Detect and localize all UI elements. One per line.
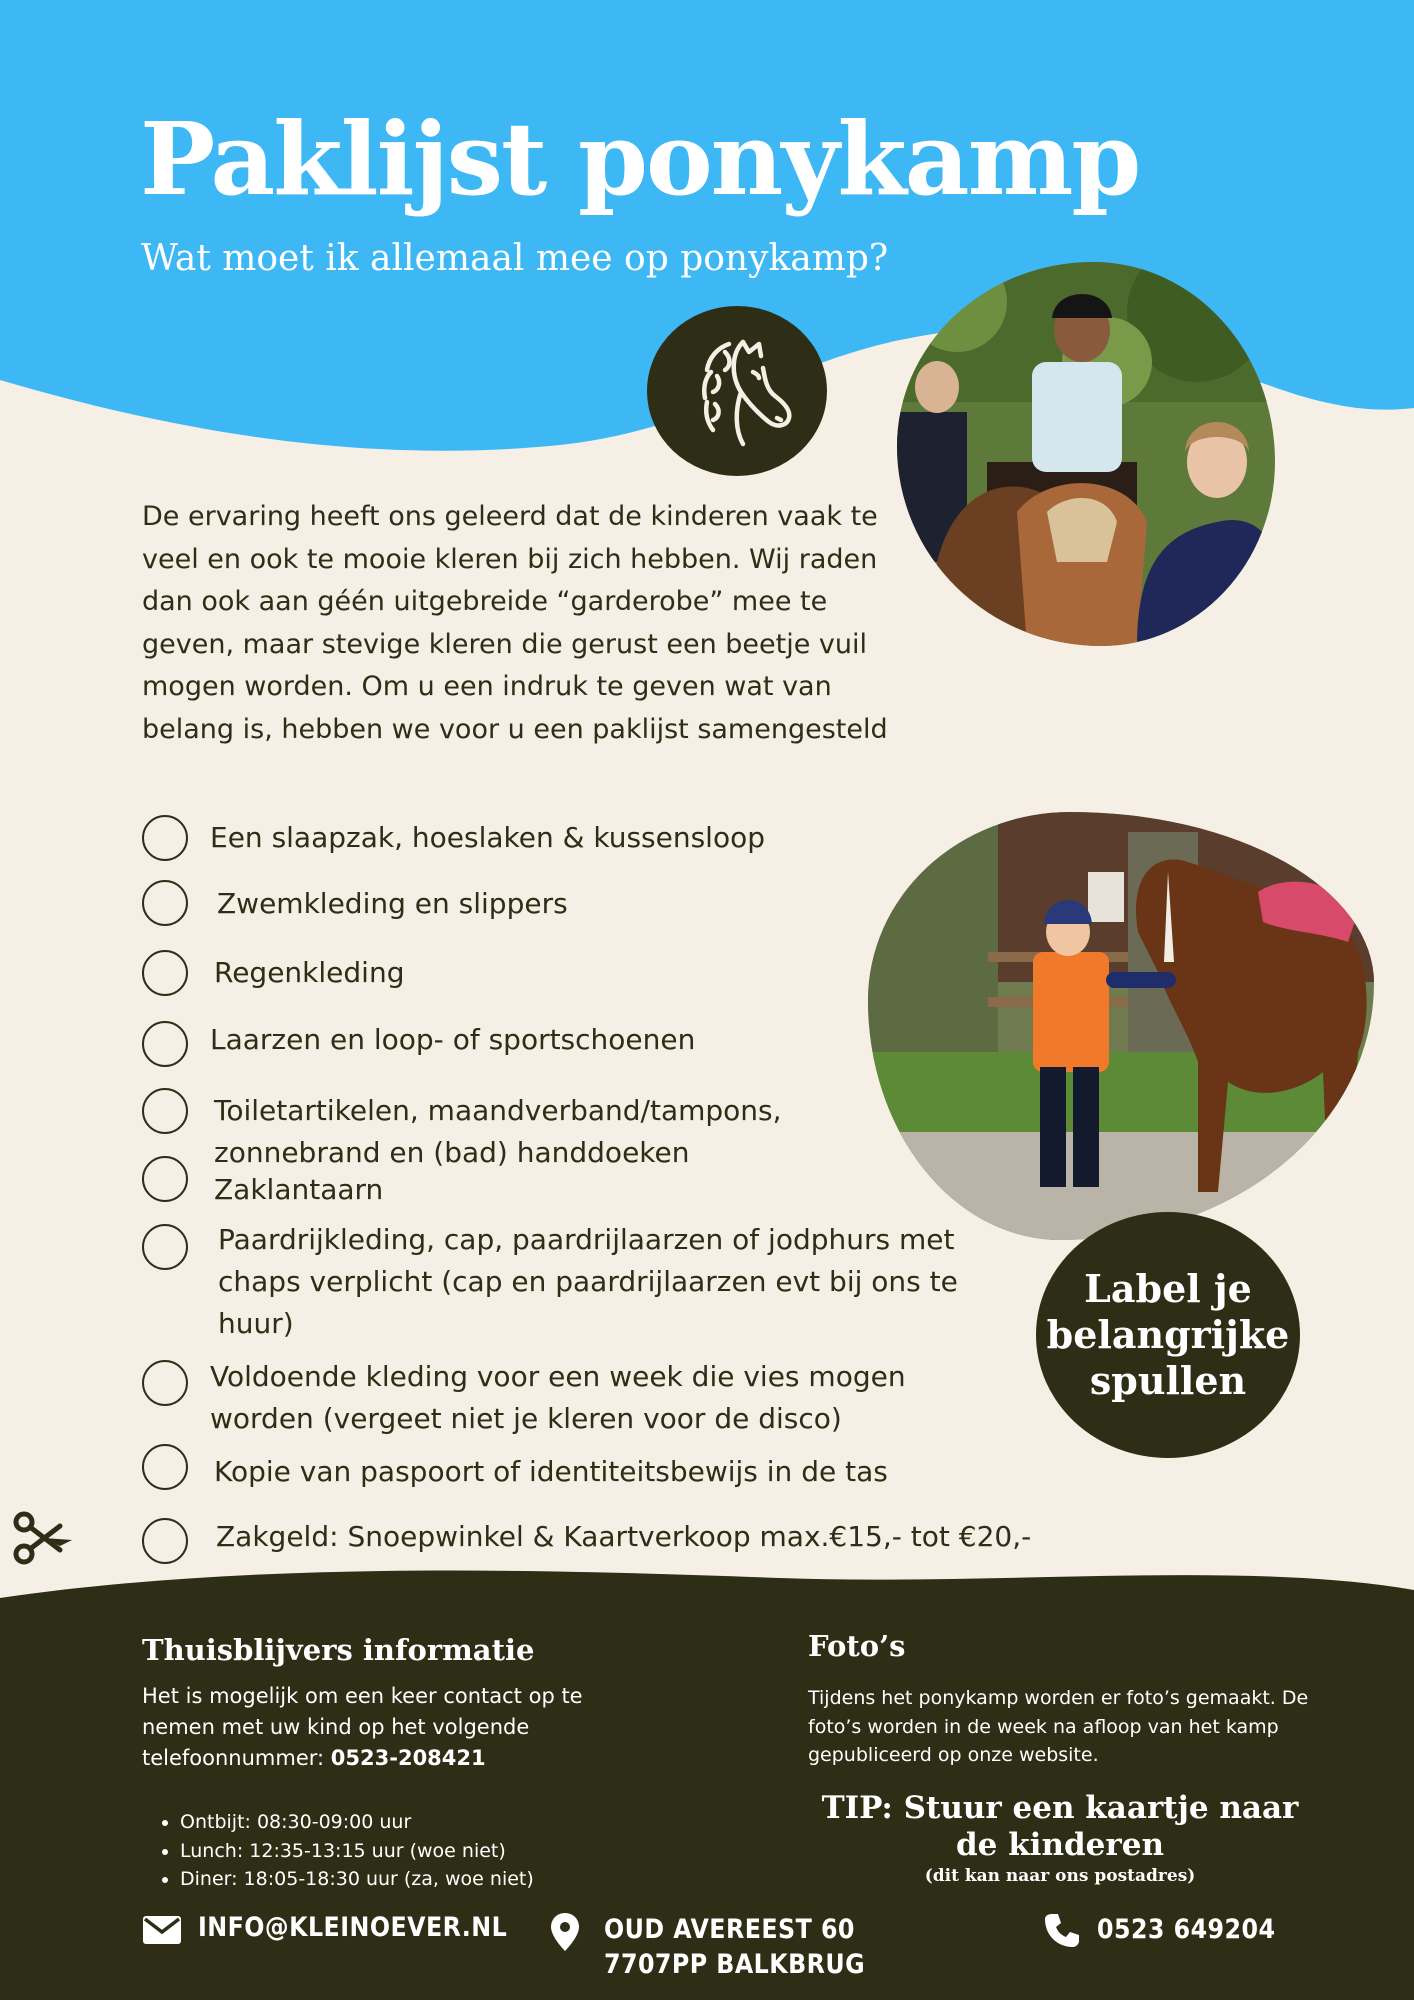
logo-badge [647,306,827,476]
checkbox[interactable] [142,1444,188,1490]
scissors-icon [10,1510,74,1568]
home-info-sentence: Het is mogelijk om een keer contact op te nemen met uw kind op het volgende telefoonnummer: [142,1684,583,1770]
photos-heading: Foto’s [808,1629,906,1663]
email-link[interactable]: INFO@KLEINOEVER.NL [198,1912,508,1943]
map-pin-icon [551,1913,579,1951]
home-phone-number: 0523-208421 [330,1746,486,1770]
home-info-heading: Thuisblijvers informatie [142,1633,535,1667]
badge-line: Label je [1084,1266,1252,1311]
checklist-item: Zaklantaarn [214,1173,384,1206]
checkbox[interactable] [142,1021,188,1067]
envelope-icon [143,1916,181,1944]
meal-time-item: • Diner: 18:05-18:30 uur (za, woe niet) [180,1865,534,1894]
badge-line: spullen [1089,1358,1247,1403]
checklist-item: Kopie van paspoort of identiteitsbewijs in de tas [214,1455,888,1488]
checkbox[interactable] [142,1360,188,1406]
photos-text: Tijdens het ponykamp worden er foto’s gemaakt. De foto’s worden in de week na afloop van het kamp gepubliceerd op onze website. [808,1687,1309,1766]
tip-heading: TIP: Stuur een kaartje naar de kinderen [821,1790,1299,1863]
label-reminder-badge [1036,1212,1300,1458]
checkbox[interactable] [142,1224,188,1270]
page-title: Paklijst ponykamp [140,100,1140,218]
checkbox[interactable] [142,1156,188,1202]
checklist-item: Laarzen en loop- of sportschoenen [210,1023,696,1056]
horse-head-icon [647,306,827,476]
checklist-item: Voldoende kleding voor een week die vies mogen worden (vergeet niet je kleren voor de disco) [210,1360,906,1435]
meal-time-item: • Ontbijt: 08:30-09:00 uur [180,1808,534,1837]
checkbox[interactable] [142,950,188,996]
page-subtitle: Wat moet ik allemaal mee op ponykamp? [141,238,889,279]
address-line-1: OUD AVEREEST 60 [604,1914,855,1945]
checklist-item: Toiletartikelen, maandverband/tampons, zonnebrand en (bad) handdoeken [214,1094,782,1169]
checklist-item: Zakgeld: Snoepwinkel & Kaartverkoop max.€15,- tot €20,- [216,1520,1032,1553]
checklist-item: Regenkleding [214,956,405,989]
badge-line: belangrijke [1046,1312,1290,1357]
checkbox[interactable] [142,880,188,926]
checkbox[interactable] [142,1518,188,1564]
phone-number[interactable]: 0523 649204 [1097,1914,1276,1945]
checklist-item: Een slaapzak, hoeslaken & kussensloop [210,821,765,854]
address-line-2: 7707PP BALKBRUG [604,1949,866,1980]
intro-paragraph: De ervaring heeft ons geleerd dat de kinderen vaak te veel en ook te mooie kleren bij zich hebben. Wij raden dan ook aan géén uitgebreide “garderobe” mee te geven, maar stevige kleren die gerust een beetje vuil mogen worden. Om u een indruk te geven wat van belang is, hebben we voor u een paklijst samengesteld [142,501,888,745]
checkbox[interactable] [142,815,188,861]
checklist-item: Paardrijkleding, cap, paardrijlaarzen of jodphurs met chaps verplicht (cap en paardrijlaarzen evt bij ons te huur) [218,1223,958,1340]
checklist-item: Zwemkleding en slippers [217,887,568,920]
home-info-text [142,1681,642,1774]
meal-times-list [142,1808,534,1894]
checkbox[interactable] [142,1088,188,1134]
phone-icon [1045,1913,1079,1947]
tip-subtext: (dit kan naar ons postadres) [924,1866,1196,1886]
meal-time-item: • Lunch: 12:35-13:15 uur (woe niet) [180,1837,534,1866]
